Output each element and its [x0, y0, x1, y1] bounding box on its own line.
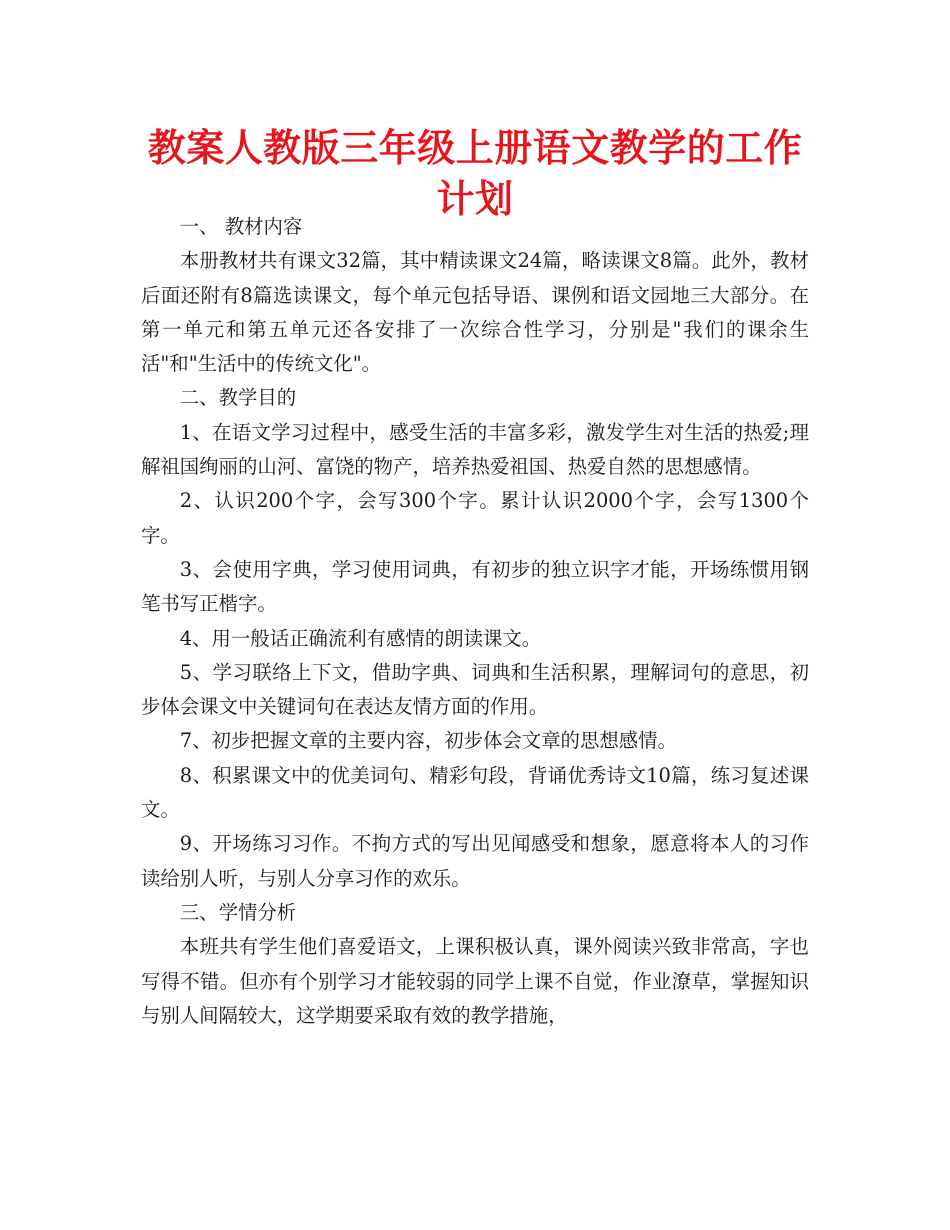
- goal-item-7: 7、初步把握文章的主要内容，初步体会文章的思想感情。: [179, 729, 677, 753]
- document-body: [141, 210, 809, 1033]
- section-heading-teaching-goals: 二、教学目的: [179, 386, 297, 410]
- goal-item-5: 5、学习联络上下文，借助字典、词典和生活积累，理解词句的意思，初步体会课文中关键词句在表达友情方面的作用。: [141, 660, 809, 719]
- goal-item-1: 1、在语文学习过程中，感受生活的丰富多彩，激发学生对生活的热爱;理解祖国绚丽的山河、富饶的物产，培养热爱祖国、热爱自然的思想感情。: [141, 420, 809, 479]
- goal-item-9: 9、开场练习习作。不拘方式的写出见闻感受和想象，愿意将本人的习作读给别人听，与别人分享习作的欢乐。: [141, 832, 809, 890]
- paragraph-textbook-overview: 本册教材共有课文32篇，其中精读课文24篇，略读课文8篇。此外，教材后面还附有8篇选读课文，每个单元包括导语、课例和语文园地三大部分。在第一单元和第五单元还各安排了一次综合性学习，分别是"我们的课余生活"和"生活中的传统文化"。: [141, 249, 809, 376]
- goal-item-4: 4、用一般话正确流利有感情的朗读课文。: [179, 626, 542, 650]
- document-title: 教案人教版三年级上册语文教学的工作计划: [147, 126, 803, 221]
- section-heading-textbook-content: 一、 教材内容: [179, 215, 303, 238]
- goal-item-3: 3、会使用字典，学习使用词典，有初步的独立识字才能，开场练惯用钢笔书写正楷字。: [141, 557, 809, 616]
- section-heading-student-analysis: 三、学情分析: [179, 900, 297, 924]
- goal-item-2: 2、认识200个字，会写300个字。累计认识2000个字，会写1300个字。: [141, 489, 809, 547]
- goal-item-8: 8、积累课文中的优美词句、精彩句段，背诵优秀诗文10篇，练习复述课文。: [141, 763, 809, 822]
- paragraph-student-analysis: 本班共有学生他们喜爱语文，上课积极认真，课外阅读兴致非常高，字也写得不错。但亦有个别学习才能较弱的同学上课不自觉，作业潦草，掌握知识与别人间隔较大，这学期要采取有效的教学措施，: [141, 935, 809, 1027]
